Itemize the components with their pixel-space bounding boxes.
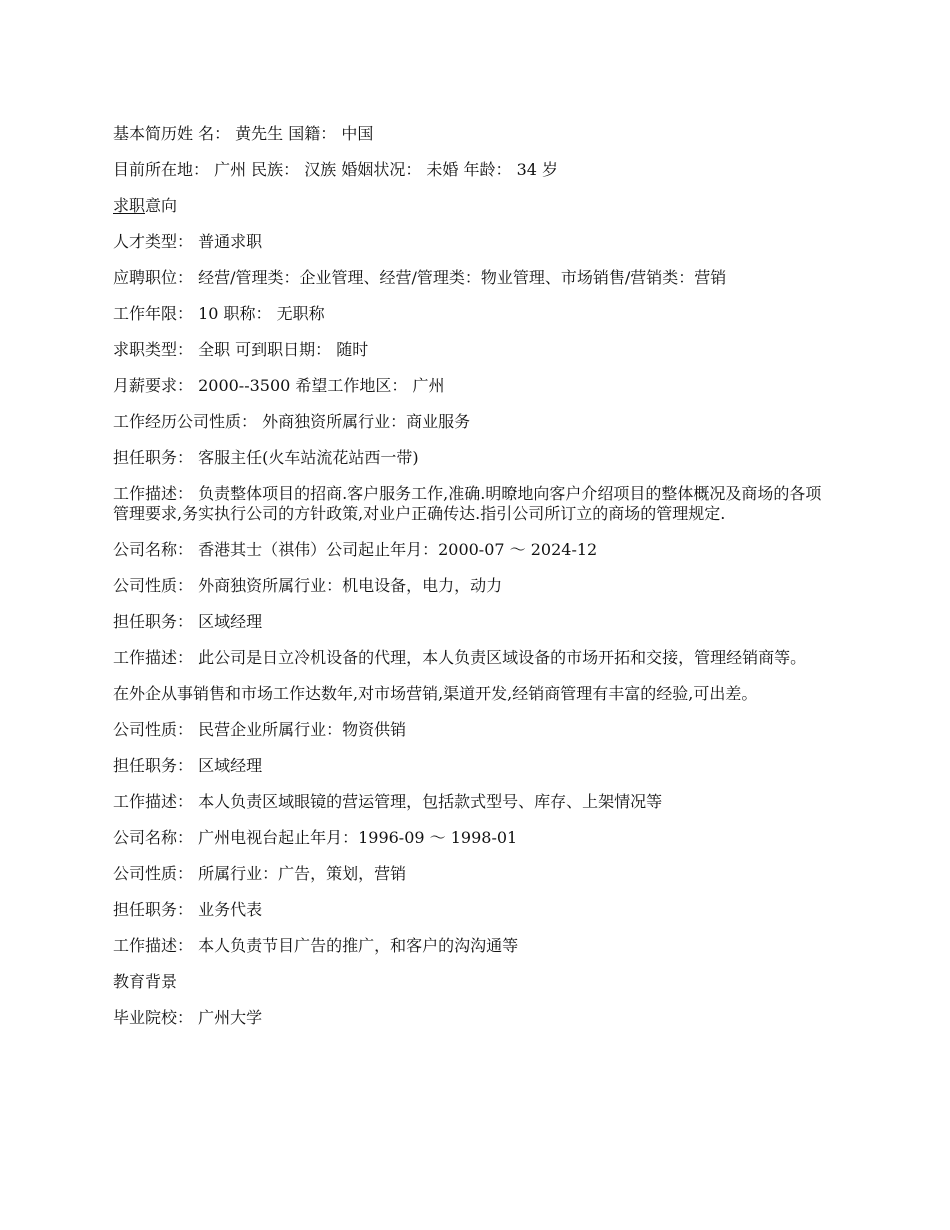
resume-body [113,124,837,1044]
summary-line: 在外企从事销售和市场工作达数年,对市场营销,渠道开发,经销商管理有丰富的经验,可出差。 [113,684,758,703]
work-history-line: 工作经历公司性质： 外商独资所属行业：商业服务 [113,412,471,431]
position-line: 担任职务： 客服主任(火车站流花站西一带) [113,448,419,467]
position-line: 担任职务： 区域经理 [113,756,263,775]
company-nature-line: 公司性质： 民营企业所属行业：物资供销 [113,720,407,739]
basic-info-line: 基本简历姓 名： 黄先生 国籍： 中国 [113,124,374,143]
position-line: 担任职务： 区域经理 [113,612,263,631]
job-description-line: 工作描述： 本人负责节目广告的推广，和客户的沟沟通等 [113,936,519,955]
work-years-line: 工作年限： 10 职称： 无职称 [113,304,325,323]
job-type-line: 求职类型： 全职 可到职日期： 随时 [113,340,369,359]
section-heading-job-intention [113,196,837,216]
talent-type-line: 人才类型： 普通求职 [113,232,263,251]
company-nature-line: 公司性质： 所属行业：广告，策划，营销 [113,864,407,883]
company-name-line: 公司名称： 香港其士（祺伟）公司起止年月：2000-07 ～ 2024-12 [113,540,598,559]
location-line: 目前所在地： 广州 民族： 汉族 婚姻状况： 未婚 年龄： 34 岁 [113,160,559,179]
company-name-line: 公司名称： 广州电视台起止年月：1996-09 ～ 1998-01 [113,828,518,847]
salary-line: 月薪要求： 2000--3500 希望工作地区： 广州 [113,376,445,395]
job-description-line: 工作描述： 负责整体项目的招商.客户服务工作,准确.明暸地向客户介绍项目的整体概况及商场的各项管理要求,务实执行公司的方针政策,对业户正确传达.指引公司所订立的商场的管理规定. [113,484,822,523]
job-description-line: 工作描述： 此公司是日立冷机设备的代理，本人负责区域设备的市场开拓和交接，管理经销商等。 [113,648,807,667]
applied-position-line: 应聘职位： 经营/管理类：企业管理、经营/管理类：物业管理、市场销售/营销类：营销 [113,268,727,287]
position-line: 担任职务： 业务代表 [113,900,263,919]
section-heading-education: 教育背景 [113,972,178,991]
job-description-line: 工作描述： 本人负责区域眼镜的营运管理，包括款式型号、库存、上架情况等 [113,792,663,811]
school-line: 毕业院校： 广州大学 [113,1008,263,1027]
company-nature-line: 公司性质： 外商独资所属行业：机电设备，电力，动力 [113,576,503,595]
heading-rest-text: 意向 [145,196,178,215]
heading-underlined-text: 求职 [113,196,146,215]
